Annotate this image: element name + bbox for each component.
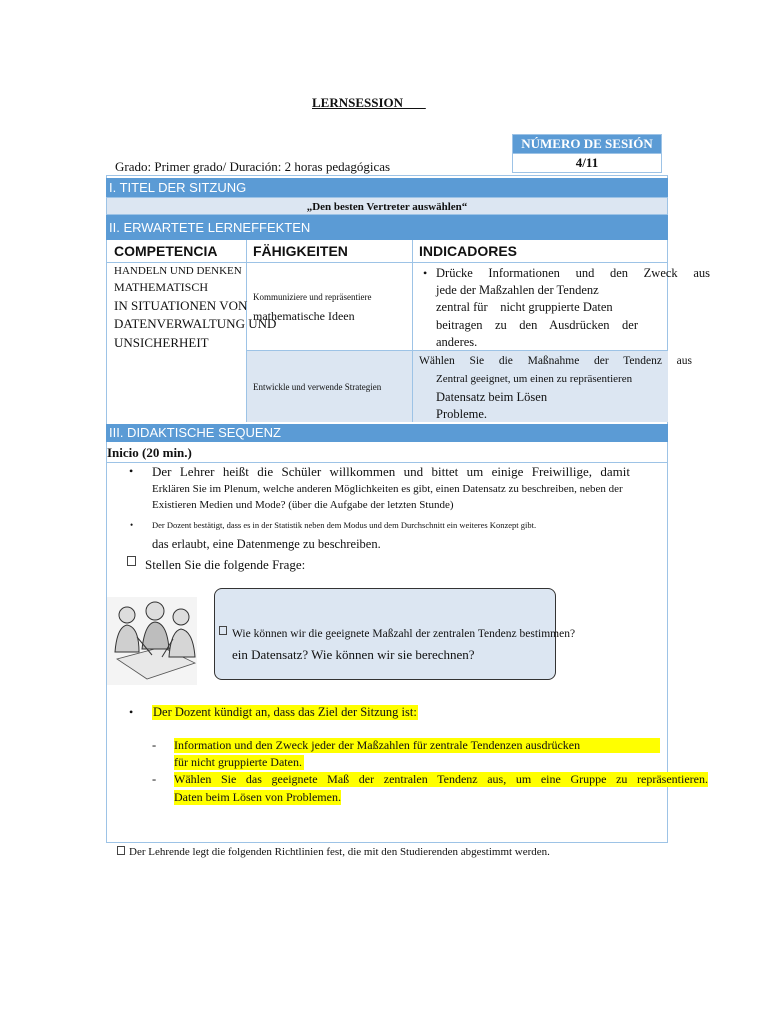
- sequence-text: Erklären Sie im Plenum, welche anderen Möglichkeiten es gibt, einen Datensatz zu beschreiben, neben der: [152, 483, 623, 495]
- bullet-icon: •: [129, 705, 134, 719]
- dash-icon: -: [152, 772, 157, 786]
- competencia-line: DATENVERWALTUNG UND: [114, 316, 277, 331]
- indicator-1-line: jede der Maßzahlen der Tendenz: [436, 283, 599, 297]
- checkbox-glyph-icon: [219, 626, 227, 635]
- bullet-icon: •: [129, 464, 134, 478]
- competencia-line: IN SITUATIONEN VON: [114, 298, 248, 313]
- inicio-heading: Inicio (20 min.): [107, 445, 192, 460]
- indicator-1-line: Drücke Informationen und den Zweck aus: [436, 266, 710, 280]
- objective-item: Information und den Zweck jeder der Maßzahlen für zentrale Tendenzen ausdrücken: [174, 738, 660, 753]
- objective-item: für nicht gruppierte Daten.: [174, 755, 302, 769]
- question-line: Wie können wir die geeignete Maßzahl der zentralen Tendenz bestimmen?: [232, 628, 576, 640]
- bullet-icon: •: [423, 266, 428, 280]
- sequence-text: Stellen Sie die folgende Frage:: [145, 557, 306, 572]
- indicator-1-line: anderes.: [436, 335, 478, 349]
- grade-duration: Grado: Primer grado/ Duración: 2 horas pedagógicas: [115, 159, 391, 174]
- session-title: „Den besten Vertreter auswählen“: [106, 197, 668, 215]
- bullet-icon: •: [130, 520, 134, 530]
- session-number-value: 4/11: [512, 154, 662, 173]
- section-2-heading: II. ERWARTETE LERNEFFEKTEN: [106, 215, 668, 240]
- competencia-line: MATHEMATISCH: [114, 280, 209, 294]
- sequence-text: das erlaubt, eine Datenmenge zu beschreiben.: [152, 537, 381, 551]
- faehigkeit-2: Entwickle und verwende Strategien: [253, 382, 382, 392]
- column-faehigkeiten: FÄHIGKEITEN: [253, 243, 348, 259]
- faehigkeit-1: mathematische Ideen: [253, 309, 355, 323]
- session-number-label: NÚMERO DE SESIÓN: [512, 134, 662, 154]
- column-competencia: COMPETENCIA: [114, 243, 218, 259]
- section-3-heading: III. DIDAKTISCHE SEQUENZ: [106, 424, 668, 442]
- section-1-heading: I. TITEL DER SITZUNG: [106, 178, 668, 197]
- sequence-text: Der Dozent bestätigt, dass es in der Statistik neben dem Modus und dem Durchschnitt ein weiteres Konzept gibt.: [152, 520, 537, 530]
- indicator-2-line: Probleme.: [436, 407, 488, 421]
- footer-note: Der Lehrende legt die folgenden Richtlinien fest, die mit den Studierenden abgestimmt werden.: [129, 846, 550, 858]
- objective-item: Daten beim Lösen von Problemen.: [174, 790, 341, 804]
- faehigkeit-1: Kommuniziere und repräsentiere: [253, 292, 372, 302]
- competencia-line: HANDELN UND DENKEN: [114, 265, 242, 277]
- sequence-text: Existieren Medien und Mode? (über die Aufgabe der letzten Stunde): [152, 499, 454, 511]
- checkbox-glyph-icon: [127, 556, 136, 566]
- competencia-line: UNSICHERHEIT: [114, 335, 209, 350]
- objective-announcement: Der Dozent kündigt an, dass das Ziel der Sitzung ist:: [153, 705, 417, 719]
- dash-icon: -: [152, 738, 157, 752]
- question-line: ein Datensatz? Wie können wir sie berechnen?: [232, 647, 475, 662]
- indicator-1-line: zentral für nicht gruppierte Daten: [436, 300, 613, 314]
- indicator-2-line: Wählen Sie die Maßnahme der Tendenz aus: [419, 355, 692, 367]
- checkbox-glyph-icon: [117, 846, 125, 855]
- session-number-box: [512, 134, 662, 173]
- objective-item: Wählen Sie das geeignete Maß der zentralen Tendenz aus, um eine Gruppe zu repräsentieren.: [174, 772, 708, 786]
- indicator-2-line: Datensatz beim Lösen: [436, 390, 548, 404]
- row-divider: [106, 262, 668, 263]
- indicator-2-line: Zentral geeignet, um einen zu repräsentieren: [436, 373, 633, 385]
- students-illustration: [107, 597, 197, 685]
- column-indicadores: INDICADORES: [419, 243, 518, 259]
- sequence-text: Der Lehrer heißt die Schüler willkommen und bittet um einige Freiwillige, damit: [152, 464, 630, 479]
- indicator-1-line: beitragen zu den Ausdrücken der: [436, 318, 638, 332]
- row-divider: [106, 462, 668, 463]
- page-title: LERNSESSION: [312, 95, 426, 110]
